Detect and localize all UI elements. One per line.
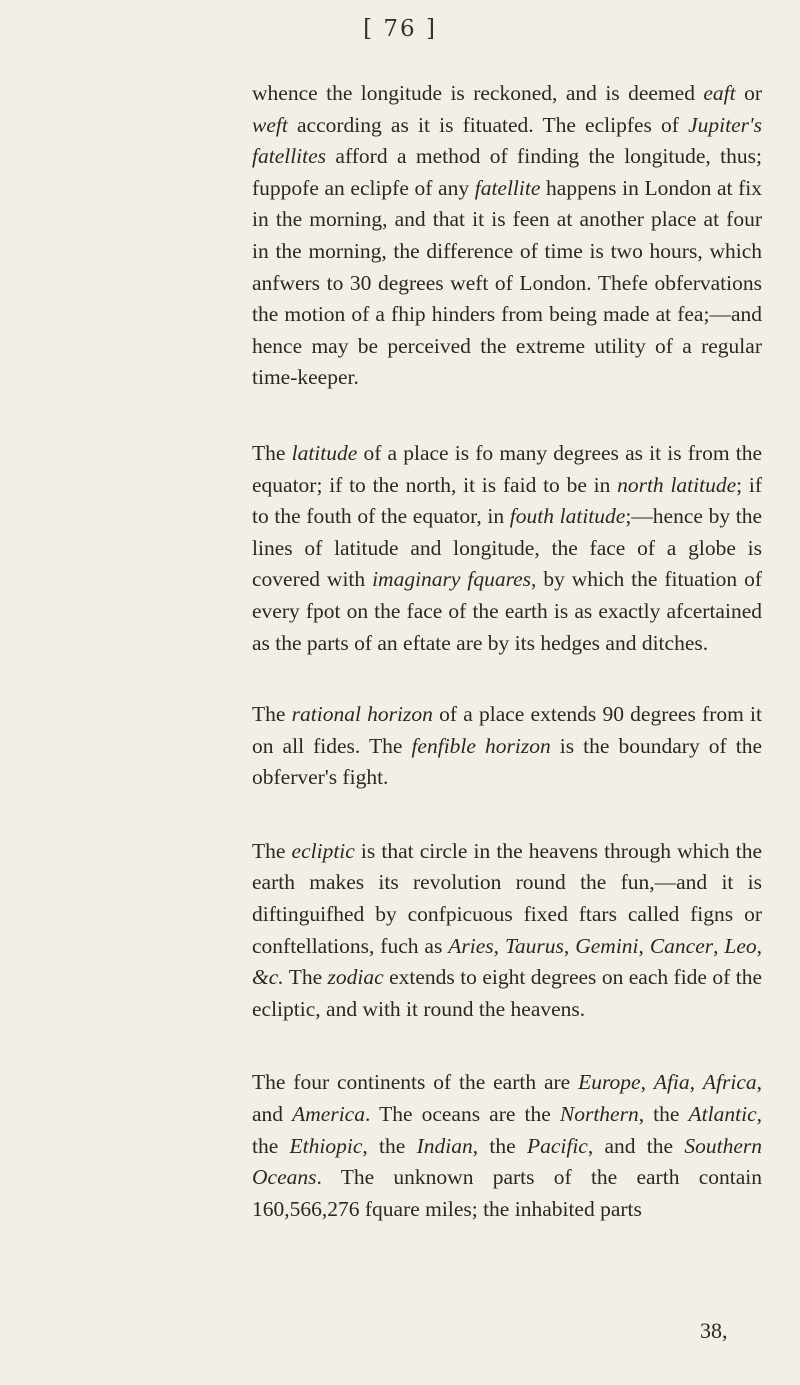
italic-text-run: Southern Oceans (252, 1133, 762, 1190)
italic-text-run: Africa (702, 1070, 757, 1095)
italic-text-run: latitude (291, 440, 358, 465)
italic-text-run: Pacific (526, 1133, 588, 1158)
text-run: of a place is fo many degrees as it is from the equator; if to the north, it is faid to be in (252, 440, 762, 497)
italic-text-run: Ethiopic (289, 1133, 363, 1158)
text-run: , by which the fituation of every fpot on the face of the earth is as exactly afcertained as the parts of an eftate are by its hedges and ditches. (252, 567, 762, 655)
italic-text-run: Cancer (649, 933, 714, 958)
italic-text-run: fatellite (474, 175, 541, 200)
italic-text-run: America (292, 1102, 365, 1127)
text-run: . The oceans are the (364, 1102, 560, 1127)
italic-text-run: Afia (653, 1070, 690, 1095)
text-run: The (252, 440, 292, 465)
italic-text-run: eaft (703, 81, 736, 105)
catchword: 38, (700, 1318, 728, 1343)
text-run: , and the (587, 1133, 685, 1158)
italic-text-run: Europe (578, 1070, 641, 1095)
italic-text-run: rational horizon (291, 702, 433, 727)
text-run: , (493, 933, 505, 958)
italic-text-run: Jupiter's fatellites (252, 112, 762, 169)
text-run: The (252, 702, 292, 727)
text-run: or (735, 81, 762, 105)
italic-text-run: Atlantic (688, 1102, 757, 1127)
text-run: , (563, 933, 576, 958)
italic-text-run: Indian (416, 1133, 473, 1158)
italic-text-run: Gemini (575, 933, 639, 958)
text-run: The (252, 838, 292, 863)
text-run: whence the longitude is reckoned, and is deemed (252, 81, 704, 105)
italic-text-run: Northern (559, 1102, 639, 1127)
italic-text-run: fouth latitude (509, 504, 626, 529)
body-text (252, 78, 762, 1225)
text-run: The (283, 965, 328, 990)
text-run: happens in London at fix in the morning, and that it is feen at another place at four in the morning, the difference of time is two hours, which anfwers to 30 degrees weft of London. Thefe obfervations the motion of a fhip hinders from being made at fea;—and hence may be perceived the extreme utility of a regular time-keeper. (252, 175, 762, 390)
paragraph-latitude (252, 438, 762, 659)
text-run: ;—hence by the lines of latitude and longitude, the face of a globe is covered with (252, 504, 762, 592)
text-run: , (638, 933, 650, 958)
text-run: The four continents of the earth are (252, 1070, 579, 1095)
italic-text-run: imaginary fquares (372, 567, 532, 592)
text-run: , (640, 1070, 654, 1095)
italic-text-run: Taurus (504, 933, 564, 958)
text-run: , (756, 933, 763, 958)
text-run: , the (362, 1133, 417, 1158)
italic-text-run: fenfible horizon (411, 733, 551, 758)
text-run: , and (252, 1070, 763, 1127)
text-run: , the (472, 1133, 527, 1158)
paragraph-continents (252, 1067, 762, 1225)
text-run: , the (252, 1102, 762, 1158)
italic-text-run: ecliptic (291, 838, 355, 863)
paragraph-longitude (252, 78, 762, 394)
text-run: , (689, 1070, 703, 1095)
paragraph-ecliptic (252, 836, 762, 1026)
text-run: extends to eight degrees on each fide of the ecliptic, and with it round the heavens. (252, 965, 762, 1021)
text-run: is the boundary of the obferver's fight. (252, 733, 762, 790)
text-run: , (713, 933, 725, 958)
italic-text-run: weft (252, 112, 288, 137)
text-run: according as it is fituated. The eclipfes of (287, 112, 689, 137)
text-run: ; if to the fouth of the equator, in (252, 472, 763, 529)
italic-text-run: Aries (448, 933, 494, 958)
italic-text-run: zodiac (327, 965, 384, 990)
text-run: . The unknown parts of the earth contain 160,566,276 fquare miles; the inhabited parts (252, 1165, 762, 1221)
paragraph-horizon (252, 699, 762, 794)
text-run: is that circle in the heavens through which the earth makes its revolution round the fun,—and it is diftinguifhed by confpicuous fixed ftars called figns or conftellations, fuch as (252, 838, 762, 958)
page-number-header: [ 76 ] (363, 16, 437, 42)
text-run: , the (638, 1102, 689, 1127)
italic-text-run: north latitude (617, 472, 737, 497)
text-run: afford a method of finding the longitude, thus; fuppofe an eclipfe of any (252, 144, 762, 200)
text-run: of a place extends 90 degrees from it on all fides. The (252, 702, 762, 758)
italic-text-run: Leo (724, 933, 757, 958)
italic-text-run: &c. (252, 965, 284, 990)
